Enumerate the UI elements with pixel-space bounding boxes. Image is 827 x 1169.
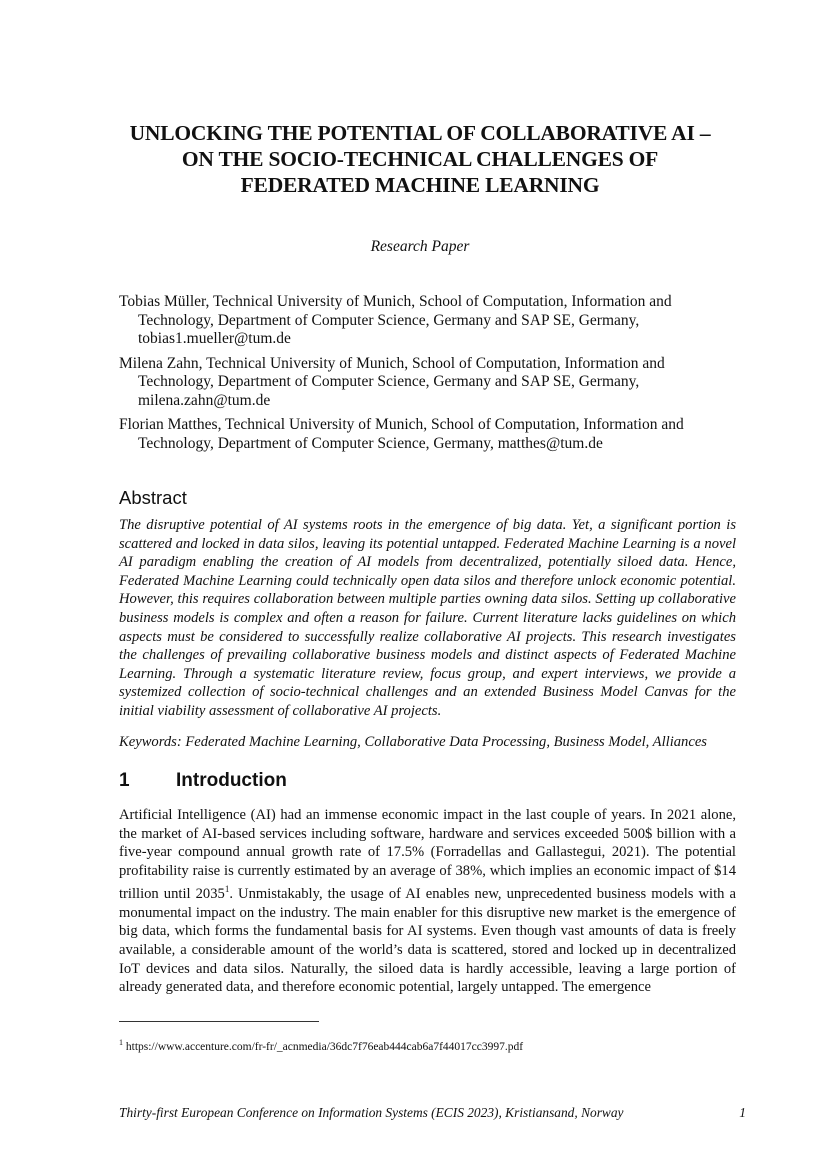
footnote-url[interactable]: https://www.accenture.com/fr-fr/_acnmedia/36dc7f76eab444cab6a7f44017cc3997.pdf [123,1040,524,1053]
author-list [119,293,739,459]
keywords: Keywords: Federated Machine Learning, Collaborative Data Processing, Business Model, Alliances [119,734,707,750]
section-heading-introduction [119,770,287,792]
author-affiliation: Florian Matthes, Technical University of Munich, School of Computation, Information and Technology, Department of Computer Science, Germany, matthes@tum.de [119,416,684,452]
title-line: FEDERATED MACHINE LEARNING [240,173,600,197]
section-title: Introduction [176,770,287,791]
footnote-mark: 1 [119,1038,123,1047]
page-number: 1 [739,1105,746,1120]
author-affiliation: Tobias Müller, Technical University of Munich, School of Computation, Information and Technology, Department of Computer Science, Germany and SAP SE, Germany, tobias1.mueller@tum.de [119,293,672,347]
intro-text: . Unmistakably, the usage of AI enables new, unprecedented business models with a monumental impact on the industry. The main enabler for this disruptive new market is the emergence of big data, which forms the fundamental basis for AI systems. Even though vast amounts of data is freely available, a considerable amount of the world’s data is scattered, stored and locked up in decentralized IoT devices and data silos. Naturally, the siloed data is hardly accessible, leaving a large portion of already generated data, and therefore economic potential, largely untapped. The emergence [119,886,737,996]
footnote-divider [119,1021,319,1022]
page-footer [119,1105,746,1121]
title-line: UNLOCKING THE POTENTIAL OF COLLABORATIVE AI – [129,121,711,145]
title-line: ON THE SOCIO-TECHNICAL CHALLENGES OF [181,147,659,171]
introduction-paragraph [119,806,736,997]
author-affiliation: Milena Zahn, Technical University of Munich, School of Computation, Information and Technology, Department of Computer Science, Germany and SAP SE, Germany, milena.zahn@tum.de [119,354,665,409]
footnote [119,1038,523,1053]
intro-text: Artificial Intelligence (AI) had an immense economic impact in the last couple of years. In 2021 alone, the market of AI-based services including software, hardware and services exceeded 500$ billion with a five-year compound annual growth rate of 17.5% (Forradellas and Gallastegui, 2021). The potential profitability raise is currently estimated by an average of 38%, which implies an economic impact of $14 trillion until 2035 [119,807,736,903]
footnote-reference[interactable]: 1 [224,884,230,895]
conference-name: Thirty-first European Conference on Information Systems (ECIS 2023), Kristiansand, Norway [119,1105,624,1120]
paper-title [100,120,740,198]
abstract-heading: Abstract [119,487,187,508]
section-number: 1 [119,770,130,791]
paper-type: Research Paper [370,238,470,255]
abstract-text: The disruptive potential of AI systems roots in the emergence of big data. Yet, a significant portion is scattered and locked in data silos, leaving its potential untapped. Federated Machine Learning is a novel AI paradigm enabling the creation of AI models from decentralized, potentially siloed data. Hence, Federated Machine Learning could technically open data silos and therefore unlock economic potential. However, this requires collaboration between multiple parties owning data silos. Setting up collaborative business models is complex and often a reason for failure. Current literature lacks guidelines on which aspects must be considered to successfully realize collaborative AI projects. This research investigates the challenges of prevailing collaborative business models and distinct aspects of Federated Machine Learning. Through a systematic literature review, focus group, and expert interviews, we provide a systemized collection of socio-technical challenges and an extended Business Model Canvas for the initial viability assessment of collaborative AI projects. [119,517,736,719]
